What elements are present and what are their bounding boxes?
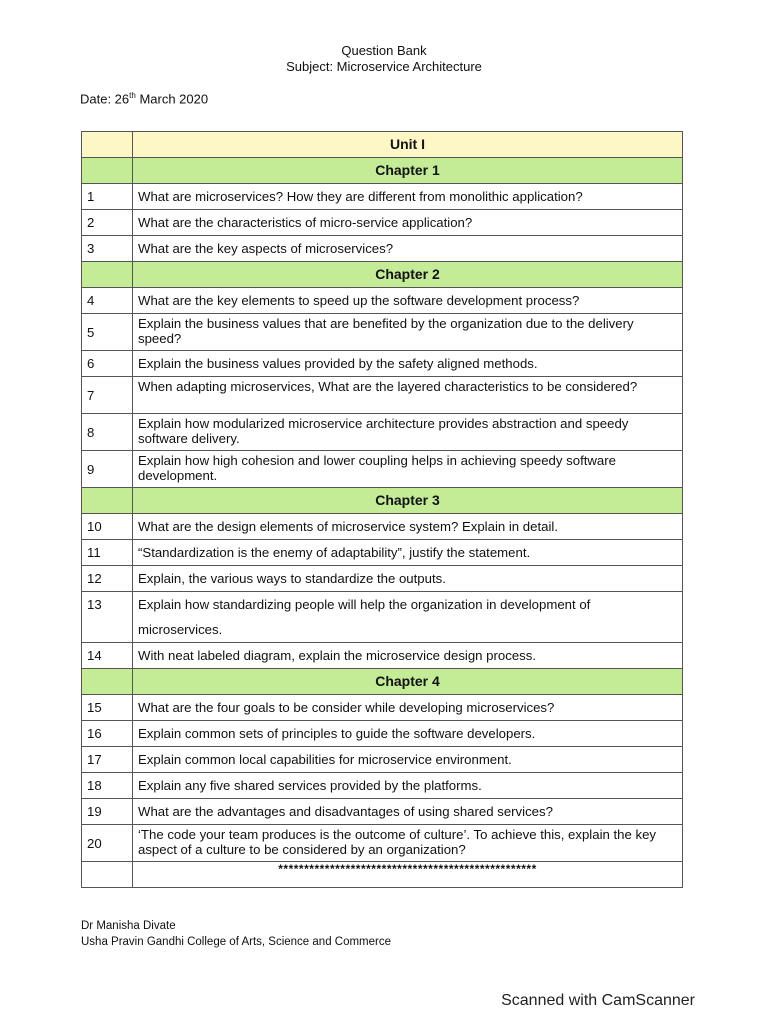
question-text: Explain common sets of principles to guide the software developers.	[133, 721, 683, 747]
question-number: 6	[82, 351, 133, 377]
question-row	[82, 514, 683, 540]
question-text: What are the characteristics of micro-service application?	[133, 210, 683, 236]
question-number: 19	[82, 799, 133, 825]
question-row	[82, 825, 683, 862]
camscanner-watermark: Scanned with CamScanner	[501, 992, 695, 1009]
question-row	[82, 566, 683, 592]
question-number: 11	[82, 540, 133, 566]
author-name: Dr Manisha Divate	[81, 920, 176, 932]
question-number: 7	[82, 377, 133, 414]
chapter-title: Chapter 3	[133, 488, 683, 514]
question-number: 1	[82, 184, 133, 210]
question-row	[82, 799, 683, 825]
question-row	[82, 351, 683, 377]
question-number: 10	[82, 514, 133, 540]
college-name: Usha Pravin Gandhi College of Arts, Science and Commerce	[81, 936, 392, 948]
question-text: Explain, the various ways to standardize the outputs.	[133, 566, 683, 592]
question-row	[82, 747, 683, 773]
date-rest: March 2020	[135, 91, 209, 107]
question-text: Explain how standardizing people will help the organization in development of microservices.	[133, 592, 683, 643]
question-row	[82, 288, 683, 314]
document-date	[80, 91, 208, 106]
question-row	[82, 695, 683, 721]
question-number: 12	[82, 566, 133, 592]
question-number: 14	[82, 643, 133, 669]
chapter-header-row	[82, 669, 683, 695]
unit-header-row	[82, 132, 683, 158]
question-row	[82, 236, 683, 262]
question-number: 13	[82, 592, 133, 643]
chapter-title: Chapter 4	[133, 669, 683, 695]
question-number: 20	[82, 825, 133, 862]
question-text: What are the four goals to be consider while developing microservices?	[133, 695, 683, 721]
question-text: Explain how high cohesion and lower coupling helps in achieving speedy software development.	[133, 451, 683, 488]
date-label: Date: 26	[80, 91, 130, 107]
question-row	[82, 314, 683, 351]
date-suffix: th	[129, 91, 136, 100]
question-number: 17	[82, 747, 133, 773]
question-text: What are the advantages and disadvantages of using shared services?	[133, 799, 683, 825]
unit-title: Unit I	[133, 132, 683, 158]
question-row	[82, 773, 683, 799]
question-row	[82, 592, 683, 643]
question-text: Explain the business values provided by the safety aligned methods.	[133, 351, 683, 377]
question-number: 15	[82, 695, 133, 721]
end-marker-row	[82, 862, 683, 888]
chapter-header-row	[82, 488, 683, 514]
question-number: 4	[82, 288, 133, 314]
question-text: Explain common local capabilities for microservice environment.	[133, 747, 683, 773]
question-text: What are the key aspects of microservices?	[133, 236, 683, 262]
question-row	[82, 210, 683, 236]
chapter-header-row	[82, 158, 683, 184]
question-row	[82, 451, 683, 488]
end-marker: **************************************************	[133, 862, 683, 888]
question-number: 3	[82, 236, 133, 262]
chapter-header-row	[82, 262, 683, 288]
question-text: Explain any five shared services provided by the platforms.	[133, 773, 683, 799]
question-text: “Standardization is the enemy of adaptability”, justify the statement.	[133, 540, 683, 566]
question-text: What are microservices? How they are different from monolithic application?	[133, 184, 683, 210]
document-title: Question Bank	[341, 43, 427, 58]
question-row	[82, 540, 683, 566]
question-text: Explain the business values that are benefited by the organization due to the delivery speed?	[133, 314, 683, 351]
question-text: Explain how modularized microservice architecture provides abstraction and speedy software delivery.	[133, 414, 683, 451]
chapter-title: Chapter 1	[133, 158, 683, 184]
question-number: 5	[82, 314, 133, 351]
document-subject: Subject: Microservice Architecture	[286, 59, 482, 74]
question-text: ‘The code your team produces is the outcome of culture’. To achieve this, explain the key aspect of a culture to be considered by an organization?	[133, 825, 683, 862]
question-number: 2	[82, 210, 133, 236]
question-text: What are the key elements to speed up the software development process?	[133, 288, 683, 314]
chapter-title: Chapter 2	[133, 262, 683, 288]
question-row	[82, 377, 683, 414]
question-row	[82, 184, 683, 210]
question-row	[82, 643, 683, 669]
question-number: 16	[82, 721, 133, 747]
question-number: 8	[82, 414, 133, 451]
question-number: 18	[82, 773, 133, 799]
question-number: 9	[82, 451, 133, 488]
question-row	[82, 721, 683, 747]
question-text: When adapting microservices, What are the layered characteristics to be considered?	[133, 377, 683, 414]
question-text: With neat labeled diagram, explain the microservice design process.	[133, 643, 683, 669]
question-text: What are the design elements of microservice system? Explain in detail.	[133, 514, 683, 540]
question-table	[81, 131, 683, 888]
question-row	[82, 414, 683, 451]
